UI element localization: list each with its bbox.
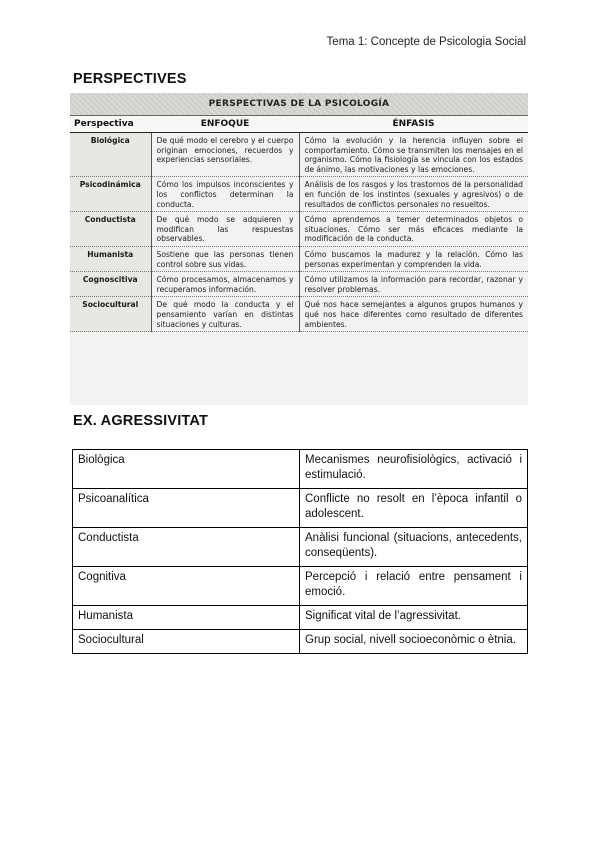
enfoque-cell: De qué modo la conducta y el pensamiento varían en distintas situaciones y culturas. xyxy=(151,297,299,332)
table-row xyxy=(73,489,528,528)
perspective-cell: Humanista xyxy=(73,606,300,630)
perspective-cell: Conductista xyxy=(73,528,300,567)
enfoque-cell: Sostiene que las personas tienen control sobre sus vidas. xyxy=(151,246,299,271)
perspective-cell: Sociocultural xyxy=(73,630,300,654)
description-cell: Percepció i relació entre pensament i emoció. xyxy=(300,567,528,606)
page-header: Tema 1: Concepte de Psicologia Social xyxy=(326,36,526,48)
table-row xyxy=(70,133,528,177)
perspectiva-cell: Conductista xyxy=(70,212,151,247)
perspectiva-cell: Psicodinámica xyxy=(70,177,151,212)
description-cell: Significat vital de l’agressivitat. xyxy=(300,606,528,630)
enfasis-cell: Análisis de los rasgos y los trastornos de la personalidad en función de los instintos (sexuales y agresivos) o de resultados de conflictos personales no resueltos. xyxy=(299,177,528,212)
section-title-perspectives: PERSPECTIVES xyxy=(73,71,187,87)
column-header-perspectiva: Perspectiva xyxy=(70,116,151,133)
enfoque-cell: De qué modo el cerebro y el cuerpo originan emociones, recuerdos y experiencias sensoriales. xyxy=(151,133,299,177)
perspective-cell: Cognitiva xyxy=(73,567,300,606)
perspective-cell: Biològica xyxy=(73,450,300,489)
description-cell: Anàlisi funcional (situacions, antecedents, conseqüents). xyxy=(300,528,528,567)
description-cell: Mecanismes neurofisiològics, activació i estimulació. xyxy=(300,450,528,489)
enfasis-cell: Qué nos hace semejantes a algunos grupos humanos y qué nos hace diferentes como resultado de diferentes ambientes. xyxy=(299,297,528,332)
enfasis-cell: Cómo la evolución y la herencia influyen sobre el comportamiento. Cómo se transmiten los mensajes en el organismo. Cómo la fisiología se vincula con los estados de ánimo, las motivaciones y las emociones. xyxy=(299,133,528,177)
perspectives-scanned-table xyxy=(70,93,528,405)
enfoque-cell: Cómo los impulsos inconscientes y los conflictos determinan la conducta. xyxy=(151,177,299,212)
description-cell: Grup social, nivell socioeconòmic o ètnia. xyxy=(300,630,528,654)
enfasis-cell: Cómo buscamos la madurez y la relación. Cómo las personas experimentan y comprenden la vida. xyxy=(299,246,528,271)
section-title-agressivitat: EX. AGRESSIVITAT xyxy=(73,413,209,429)
column-header-enfasis: ÉNFASIS xyxy=(299,116,528,133)
column-header-enfoque: ENFOQUE xyxy=(151,116,299,133)
perspective-cell: Psicoanalítica xyxy=(73,489,300,528)
perspectiva-cell: Humanista xyxy=(70,246,151,271)
perspectiva-cell: Sociocultural xyxy=(70,297,151,332)
perspectiva-cell: Biológica xyxy=(70,133,151,177)
table-row xyxy=(70,212,528,247)
enfasis-cell: Cómo aprendemos a temer determinados objetos o situaciones. Cómo ser más eficaces mediante la modificación de la conducta. xyxy=(299,212,528,247)
perspectiva-cell: Cognoscitiva xyxy=(70,272,151,297)
table-header-row xyxy=(70,116,528,133)
table-row xyxy=(73,528,528,567)
enfoque-cell: De qué modo se adquieren y modifican las respuestas observables. xyxy=(151,212,299,247)
enfasis-cell: Cómo utilizamos la información para recordar, razonar y resolver problemas. xyxy=(299,272,528,297)
scan-table-banner: PERSPECTIVAS DE LA PSICOLOGÍA xyxy=(70,93,528,116)
enfoque-cell: Cómo procesamos, almacenamos y recuperamos información. xyxy=(151,272,299,297)
agressivitat-table xyxy=(72,449,528,654)
table-row xyxy=(73,450,528,489)
table-row xyxy=(73,567,528,606)
table-row xyxy=(73,606,528,630)
table-row xyxy=(70,297,528,332)
description-cell: Conflicte no resolt en l’època infantil o adolescent. xyxy=(300,489,528,528)
table-row xyxy=(70,177,528,212)
perspectives-table xyxy=(70,116,528,332)
table-row xyxy=(70,246,528,271)
table-row xyxy=(70,272,528,297)
table-row xyxy=(73,630,528,654)
